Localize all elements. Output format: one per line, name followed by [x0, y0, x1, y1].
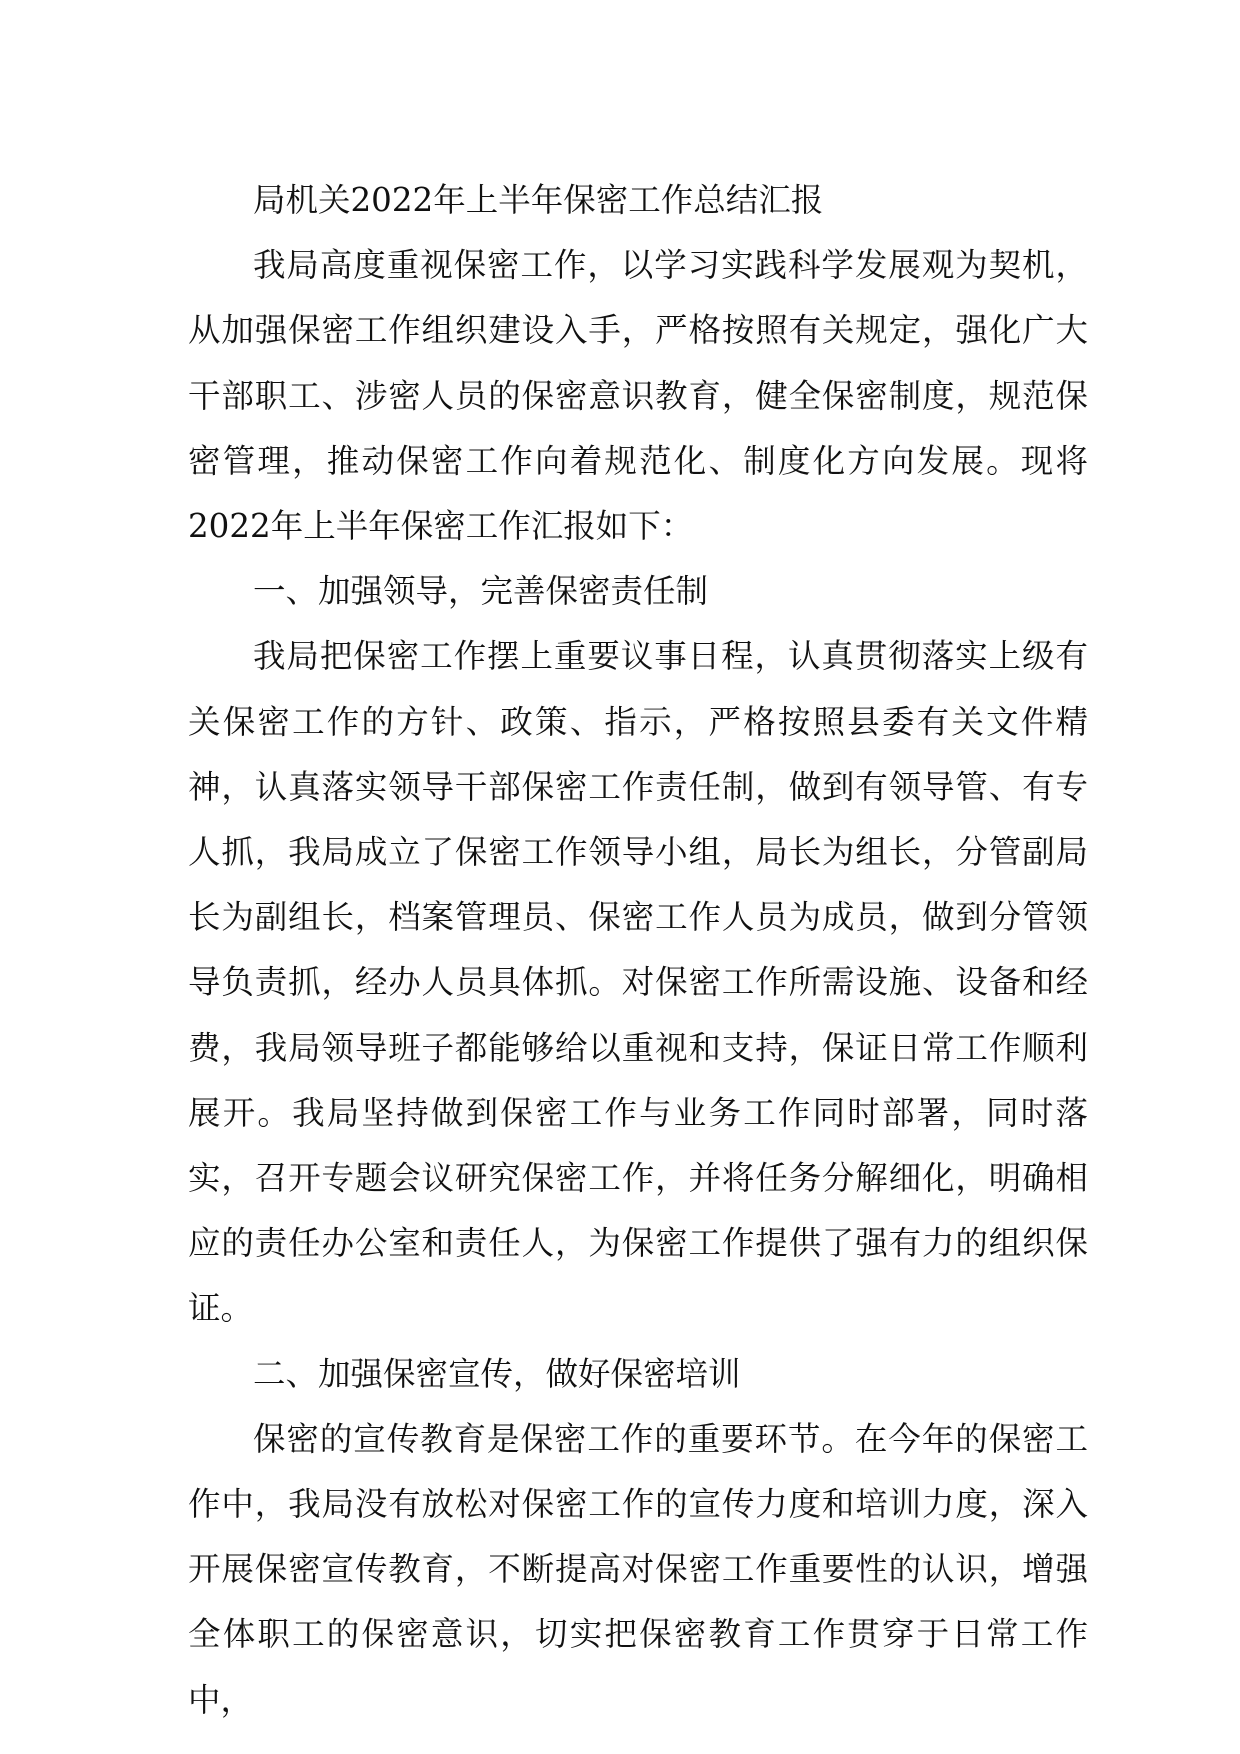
intro-paragraph: 我局高度重视保密工作，以学习实践科学发展观为契机，从加强保密工作组织建设入手，严格按照有关规定，强化广大干部职工、涉密人员的保密意识教育，健全保密制度，规范保密管理，推动保密工作向着规范化、制度化方向发展。现将2022年上半年保密工作汇报如下： [188, 246, 1088, 546]
section-heading-2: 二、加强保密宣传，做好保密培训 [253, 1354, 741, 1393]
section-heading-1: 一、加强领导，完善保密责任制 [253, 572, 709, 611]
section-1-paragraph: 我局把保密工作摆上重要议事日程，认真贯彻落实上级有关保密工作的方针、政策、指示，严格按照县委有关文件精神，认真落实领导干部保密工作责任制，做到有领导管、有专人抓，我局成立了保密工作领导小组，局长为组长，分管副局长为副组长，档案管理员、保密工作人员为成员，做到分管领导负责抓，经办人员具体抓。对保密工作所需设施、设备和经费，我局领导班子都能够给以重视和支持，保证日常工作顺利展开。我局坚持做到保密工作与业务工作同时部署，同时落实，召开专题会议研究保密工作，并将任务分解细化，明确相应的责任办公室和责任人，为保密工作提供了强有力的组织保证。 [188, 637, 1088, 1328]
document-body [188, 168, 1088, 1733]
document-title: 局机关2022年上半年保密工作总结汇报 [253, 181, 824, 219]
section-2-paragraph: 保密的宣传教育是保密工作的重要环节。在今年的保密工作中，我局没有放松对保密工作的宣传力度和培训力度，深入开展保密宣传教育，不断提高对保密工作重要性的认识，增强全体职工的保密意识，切实把保密教育工作贯穿于日常工作中， [188, 1419, 1088, 1719]
